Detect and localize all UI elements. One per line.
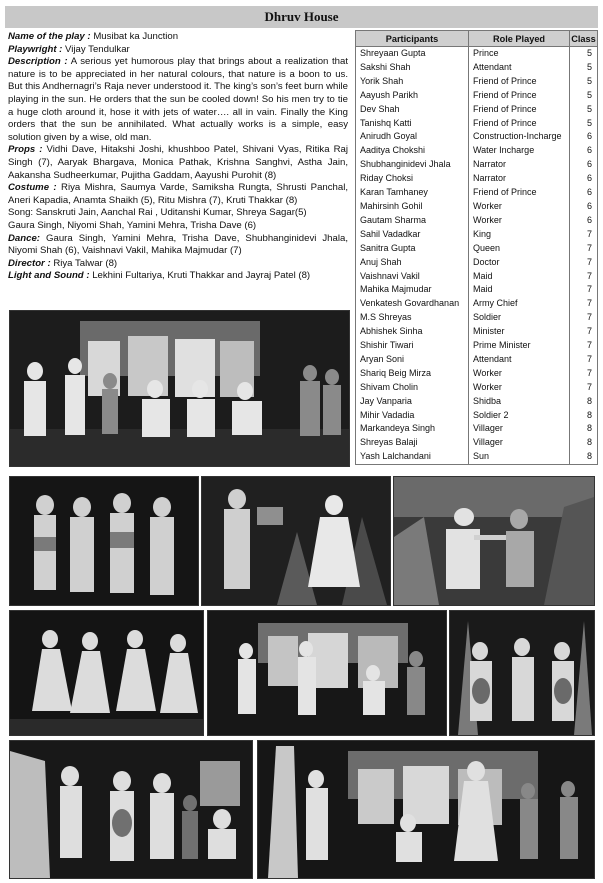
class-cell: 7 (570, 256, 598, 270)
participant-cell: Tanishq Katti (356, 117, 469, 131)
class-cell: 7 (570, 297, 598, 311)
stage-photo-7 (449, 610, 595, 736)
role-cell: Sun (469, 450, 570, 464)
table-row (356, 311, 598, 325)
table-row (356, 436, 598, 450)
role-cell: Friend of Prince (469, 89, 570, 103)
table-row (356, 61, 598, 75)
table-row (356, 256, 598, 270)
house-title: Dhruv House (264, 9, 339, 24)
class-cell: 5 (570, 103, 598, 117)
stage-photo-6 (207, 610, 447, 736)
table-row (356, 450, 598, 464)
stage-photo-1 (9, 310, 350, 467)
class-cell: 6 (570, 172, 598, 186)
role-cell: Villager (469, 422, 570, 436)
class-cell: 6 (570, 186, 598, 200)
table-row (356, 297, 598, 311)
stage-photo-5 (9, 610, 204, 736)
table-row (356, 47, 598, 61)
role-cell: Construction-Incharge (469, 130, 570, 144)
role-cell: Narrator (469, 158, 570, 172)
table-row (356, 172, 598, 186)
participant-cell: Karan Tamhaney (356, 186, 469, 200)
table-row (356, 325, 598, 339)
table-row (356, 214, 598, 228)
role-cell: Worker (469, 214, 570, 228)
col-class: Class (570, 31, 598, 47)
class-cell: 7 (570, 339, 598, 353)
participant-cell: Sakshi Shah (356, 61, 469, 75)
table-row (356, 242, 598, 256)
table-row (356, 367, 598, 381)
class-cell: 8 (570, 409, 598, 423)
class-cell: 7 (570, 353, 598, 367)
class-cell: 7 (570, 228, 598, 242)
participant-cell: Gautam Sharma (356, 214, 469, 228)
table-row (356, 75, 598, 89)
table-row (356, 395, 598, 409)
role-cell: Friend of Prince (469, 186, 570, 200)
dance-line: Dance: Gaura Singh, Yamini Mehra, Trisha Dave, Shubhanginidevi Jhala, Niyomi Shah (6), Vaishnavi Vakil, Mahika Majmudar (7) (8, 232, 348, 257)
role-cell: Soldier (469, 311, 570, 325)
participant-cell: Mahika Majmudar (356, 283, 469, 297)
class-cell: 5 (570, 117, 598, 131)
role-cell: Attendant (469, 353, 570, 367)
playwright-line: Playwright : Vijay Tendulkar (8, 43, 130, 55)
stage-photo-4 (393, 476, 595, 606)
role-cell: Maid (469, 270, 570, 284)
role-cell: Doctor (469, 256, 570, 270)
participant-cell: Yorik Shah (356, 75, 469, 89)
stage-photo-3 (201, 476, 391, 606)
stage-photo-8 (9, 740, 253, 879)
role-cell: Worker (469, 367, 570, 381)
table-row (356, 228, 598, 242)
costume-line: Costume : Riya Mishra, Saumya Varde, Samiksha Rungta, Shrusti Panchal, Aneri Kapadia, Anamta Shaikh (5), Ritu Mishra (7), Kruti Thakkar (8) (8, 182, 349, 206)
table-row (356, 117, 598, 131)
role-cell: Worker (469, 200, 570, 214)
table-row (356, 270, 598, 284)
description-paragraph: Description : A serious yet humorous play that brings about a realization that nature is to be appreciated in her natural colours, that nature is a boon to us. But this Andhernagri’s Raja never understood it. The king’s son’s feet burn while playing in the sun. He orders that the sun be cooled down! So his men try to tie a huge cloth around it, hose it with jets of water…. all in vain. Finally the King orders that the sun be annihilated. What actually works is a simple, easy solution given by a wise, old man. (8, 56, 349, 143)
table-header-row (356, 31, 598, 47)
role-cell: Prince (469, 47, 570, 61)
director-line: Director : Riya Talwar (8) (8, 257, 118, 269)
class-cell: 7 (570, 367, 598, 381)
table-row (356, 353, 598, 367)
participant-cell: Mihir Vadadia (356, 409, 469, 423)
props-line: Props : Vidhi Dave, Hitakshi Joshi, khushboo Patel, Shivani Vyas, Ritika Raj Singh (7), Aaryak Bhargava, Monica Pathak, Krishna Sanghvi, Astha Jain, Aakansha Sudheerkumar, Pujitha Gaddam, Aayushi Purohit (8) (8, 144, 348, 181)
participant-cell: Riday Choksi (356, 172, 469, 186)
table-row (356, 186, 598, 200)
table-row (356, 158, 598, 172)
role-cell: Prime Minister (469, 339, 570, 353)
class-cell: 6 (570, 200, 598, 214)
participant-cell: Shivam Cholin (356, 381, 469, 395)
stage-photo-9 (257, 740, 595, 879)
role-cell: Shidba (469, 395, 570, 409)
role-cell: Friend of Prince (469, 117, 570, 131)
participant-cell: Jay Vanparia (356, 395, 469, 409)
col-role: Role Played (469, 31, 570, 47)
participant-cell: Shishir Tiwari (356, 339, 469, 353)
class-cell: 8 (570, 395, 598, 409)
class-cell: 7 (570, 242, 598, 256)
participant-cell: Shreyaan Gupta (356, 47, 469, 61)
class-cell: 7 (570, 381, 598, 395)
role-cell: Narrator (469, 172, 570, 186)
play-details (8, 31, 348, 283)
stage-photo-2 (9, 476, 199, 606)
table-row (356, 283, 598, 297)
table-row (356, 130, 598, 144)
table-row (356, 339, 598, 353)
role-cell: Water Incharge (469, 144, 570, 158)
light-sound-line: Light and Sound : Lekhini Fultariya, Kruti Thakkar and Jayraj Patel (8) (8, 270, 311, 282)
participant-cell: Aayush Parikh (356, 89, 469, 103)
class-cell: 7 (570, 270, 598, 284)
class-cell: 5 (570, 89, 598, 103)
role-cell: Army Chief (469, 297, 570, 311)
table-row (356, 409, 598, 423)
participant-cell: Markandeya Singh (356, 422, 469, 436)
participant-cell: Aaditya Chokshi (356, 144, 469, 158)
col-participants: Participants (356, 31, 469, 47)
role-cell: Worker (469, 381, 570, 395)
class-cell: 5 (570, 61, 598, 75)
page-header (5, 6, 598, 28)
class-cell: 6 (570, 214, 598, 228)
song-line-1: Song: Sanskruti Jain, Aanchal Rai , Uditanshi Kumar, Shreya Sagar(5) (8, 207, 307, 219)
participant-cell: Vaishnavi Vakil (356, 270, 469, 284)
table-row (356, 422, 598, 436)
participant-cell: M.S Shreyas (356, 311, 469, 325)
role-cell: Soldier 2 (469, 409, 570, 423)
cast-table-body (356, 47, 598, 465)
participant-cell: Yash Lalchandani (356, 450, 469, 464)
participant-cell: Sahil Vadadkar (356, 228, 469, 242)
song-line-2: Gaura Singh, Niyomi Shah, Yamini Mehra, Trisha Dave (6) (8, 219, 257, 231)
role-cell: Maid (469, 283, 570, 297)
role-cell: Friend of Prince (469, 103, 570, 117)
participant-cell: Sanitra Gupta (356, 242, 469, 256)
class-cell: 8 (570, 450, 598, 464)
participant-cell: Abhishek Sinha (356, 325, 469, 339)
role-cell: Queen (469, 242, 570, 256)
class-cell: 7 (570, 283, 598, 297)
participant-cell: Aryan Soni (356, 353, 469, 367)
participant-cell: Shariq Beig Mirza (356, 367, 469, 381)
table-row (356, 200, 598, 214)
class-cell: 7 (570, 311, 598, 325)
table-row (356, 89, 598, 103)
participant-cell: Mahirsinh Gohil (356, 200, 469, 214)
participant-cell: Shubhanginidevi Jhala (356, 158, 469, 172)
role-cell: Friend of Prince (469, 75, 570, 89)
table-row (356, 103, 598, 117)
class-cell: 7 (570, 325, 598, 339)
class-cell: 8 (570, 436, 598, 450)
class-cell: 5 (570, 47, 598, 61)
table-row (356, 381, 598, 395)
participant-cell: Anuj Shah (356, 256, 469, 270)
participant-cell: Anirudh Goyal (356, 130, 469, 144)
class-cell: 5 (570, 75, 598, 89)
class-cell: 6 (570, 130, 598, 144)
table-row (356, 144, 598, 158)
role-cell: Villager (469, 436, 570, 450)
role-cell: Minister (469, 325, 570, 339)
class-cell: 6 (570, 158, 598, 172)
role-cell: Attendant (469, 61, 570, 75)
participant-cell: Shreyas Balaji (356, 436, 469, 450)
class-cell: 8 (570, 422, 598, 436)
participant-cell: Venkatesh Govardhanan (356, 297, 469, 311)
role-cell: King (469, 228, 570, 242)
class-cell: 6 (570, 144, 598, 158)
cast-table (355, 30, 598, 465)
play-name-line: Name of the play : Musibat ka Junction (8, 31, 179, 42)
participant-cell: Dev Shah (356, 103, 469, 117)
